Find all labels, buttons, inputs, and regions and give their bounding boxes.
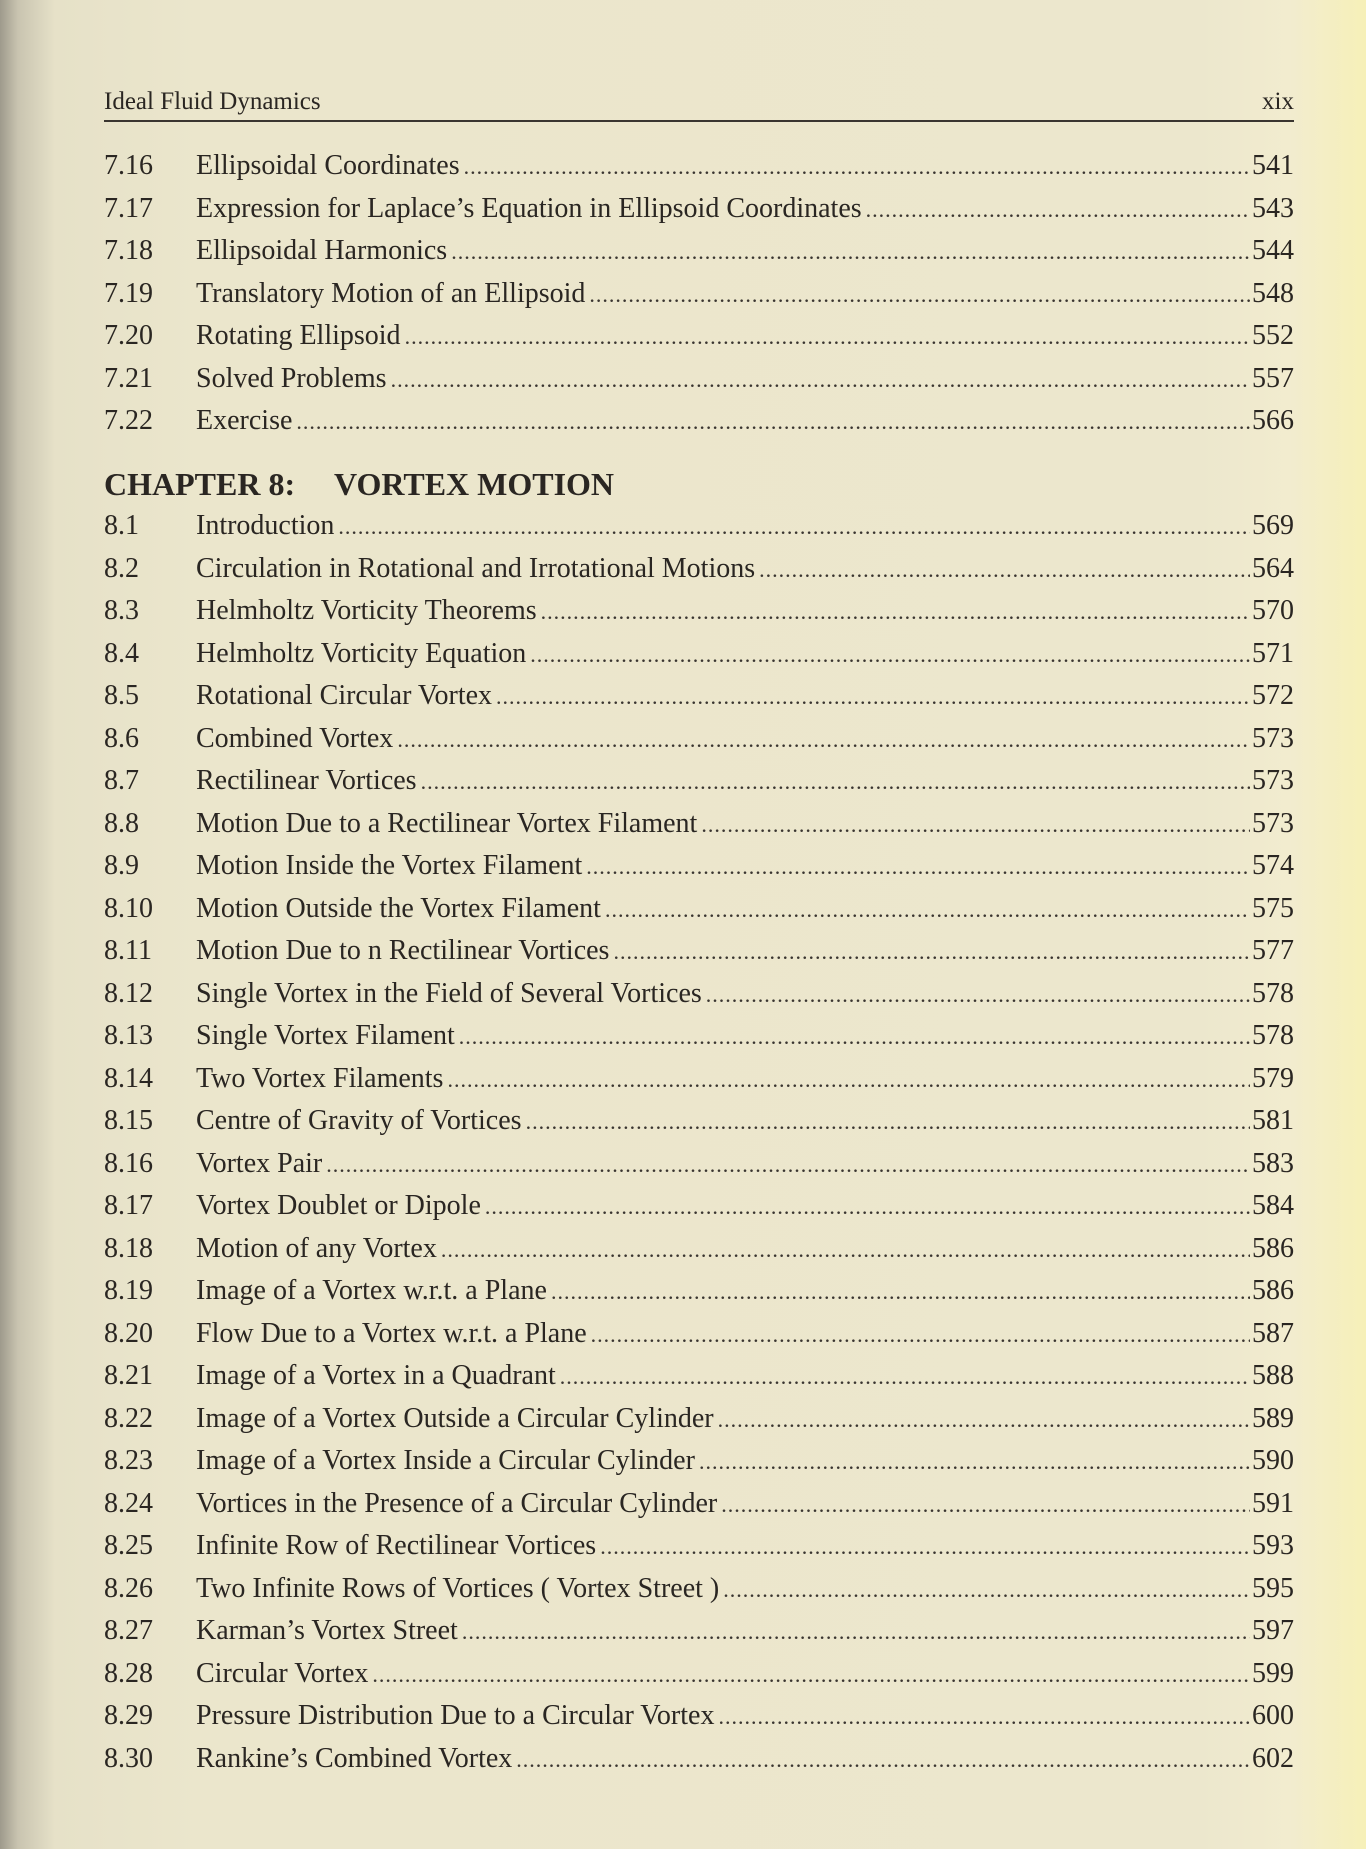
toc-entry (104, 723, 1294, 766)
dot-leader (723, 1577, 1250, 1603)
dot-leader (391, 367, 1250, 393)
toc-entry-page: 590 (1252, 1445, 1294, 1476)
dot-leader (451, 239, 1250, 265)
toc-entry-title: Solved Problems (196, 362, 387, 394)
toc-entry-title: Image of a Vortex Outside a Circular Cylinder (196, 1402, 714, 1434)
dot-leader (516, 1747, 1250, 1773)
toc-entry-page: 602 (1252, 1742, 1294, 1774)
toc-entry-number: 7.19 (104, 277, 153, 309)
toc-entry (104, 1530, 1294, 1573)
toc-entry-page: 588 (1252, 1360, 1294, 1391)
toc-entry-title: Combined Vortex (196, 722, 394, 754)
toc-entry (104, 1658, 1294, 1701)
toc-entry-page: 577 (1252, 935, 1294, 966)
dot-leader (551, 1279, 1250, 1305)
toc-entry-number: 7.18 (104, 235, 153, 266)
toc-entry-page: 591 (1252, 1487, 1294, 1519)
toc-entry (104, 1190, 1294, 1233)
toc-entry-page: 575 (1252, 892, 1294, 924)
toc-entry-title: Expression for Laplace’s Equation in Ellipsoid Coordinates (196, 192, 862, 224)
toc-entry-number: 8.28 (104, 1657, 153, 1689)
toc-entry-number: 8.3 (104, 595, 139, 626)
toc-entry-number: 8.9 (104, 850, 139, 881)
dot-leader (718, 1407, 1250, 1433)
toc-entry-title: Introduction (196, 510, 335, 541)
toc-entry-page: 564 (1252, 552, 1294, 584)
dot-leader (613, 939, 1250, 965)
toc-entry-page: 570 (1252, 595, 1294, 626)
toc-entry-title: Flow Due to a Vortex w.r.t. a Plane (196, 1317, 587, 1349)
toc-entry-number: 8.7 (104, 765, 139, 796)
toc-entry-page: 586 (1252, 1232, 1294, 1264)
toc-entry-number: 8.25 (104, 1530, 153, 1561)
toc-entry-number: 8.4 (104, 637, 139, 669)
toc-entry-number: 8.24 (104, 1487, 153, 1519)
toc-entry-title: Motion Due to a Rectilinear Vortex Filament (196, 807, 698, 839)
toc-entry (104, 1488, 1294, 1531)
toc-entry-page: 595 (1252, 1572, 1294, 1604)
page-number: xix (1262, 88, 1294, 115)
toc-entry-page: 543 (1252, 192, 1294, 224)
toc-entry-page: 548 (1252, 277, 1294, 309)
toc-entry-title: Rotating Ellipsoid (196, 320, 401, 351)
dot-leader (485, 1194, 1250, 1220)
toc-entry-title: Single Vortex in the Field of Several Vortices (196, 977, 702, 1009)
toc-entry-page: 589 (1252, 1402, 1294, 1434)
toc-entry-number: 8.8 (104, 807, 139, 839)
toc-entry-number: 8.5 (104, 680, 139, 711)
dot-leader (605, 897, 1250, 923)
dot-leader (447, 1067, 1250, 1093)
toc-entry (104, 1148, 1294, 1191)
toc-entry-number: 8.14 (104, 1062, 153, 1094)
toc-entry-page: 578 (1252, 977, 1294, 1009)
toc-entry-number: 8.11 (104, 935, 152, 966)
toc-entry-title: Circulation in Rotational and Irrotational Motions (196, 552, 756, 584)
toc-entry-number: 8.27 (104, 1615, 153, 1646)
toc-entry (104, 808, 1294, 851)
dot-leader (866, 197, 1250, 223)
dot-leader (441, 1237, 1250, 1263)
toc-entry-title: Centre of Gravity of Vortices (196, 1105, 522, 1136)
toc-entry-title: Vortex Doublet or Dipole (196, 1190, 481, 1221)
toc-entry-title: Image of a Vortex w.r.t. a Plane (196, 1275, 547, 1306)
toc-entry-number: 8.17 (104, 1190, 153, 1221)
toc-entry (104, 363, 1294, 406)
toc-entry (104, 1360, 1294, 1403)
toc-entry (104, 1020, 1294, 1063)
toc-entry-number: 7.20 (104, 320, 153, 351)
toc-entry-title: Rotational Circular Vortex (196, 680, 493, 711)
toc-entry-number: 8.15 (104, 1105, 153, 1136)
toc-entry-page: 593 (1252, 1530, 1294, 1561)
dot-leader (706, 982, 1250, 1008)
toc-entry-page: 581 (1252, 1105, 1294, 1136)
toc-entry-page: 579 (1252, 1062, 1294, 1094)
dot-leader (541, 599, 1250, 625)
toc-entry (104, 1743, 1294, 1786)
dot-leader (526, 1109, 1250, 1135)
toc-entry-title: Motion Inside the Vortex Filament (196, 850, 583, 881)
toc-entry (104, 1105, 1294, 1148)
toc-entry (104, 595, 1294, 638)
toc-entry-page: 573 (1252, 807, 1294, 839)
toc-entry (104, 1275, 1294, 1318)
toc-entry (104, 320, 1294, 363)
toc-entry (104, 278, 1294, 321)
dot-leader (372, 1662, 1250, 1688)
toc-entry-page: 599 (1252, 1657, 1294, 1689)
toc-entry-number: 8.19 (104, 1275, 153, 1306)
toc-entry-number: 8.16 (104, 1147, 153, 1179)
toc-entry-page: 586 (1252, 1275, 1294, 1306)
toc-entry-title: Infinite Row of Rectilinear Vortices (196, 1530, 597, 1561)
toc-entry-page: 566 (1252, 405, 1294, 436)
toc-entry-title: Circular Vortex (196, 1657, 369, 1689)
toc-entry-number: 8.18 (104, 1232, 153, 1264)
toc-entry (104, 405, 1294, 448)
toc-entry (104, 510, 1294, 553)
toc-entry-page: 584 (1252, 1190, 1294, 1221)
toc-entry (104, 935, 1294, 978)
dot-leader (496, 684, 1250, 710)
toc-entry-title: Vortex Pair (196, 1147, 323, 1179)
toc-entry-page: 574 (1252, 850, 1294, 881)
toc-entry-number: 7.16 (104, 150, 153, 181)
toc-entry-number: 8.23 (104, 1445, 153, 1476)
toc-entry-page: 587 (1252, 1317, 1294, 1349)
toc-entry-number: 8.13 (104, 1020, 153, 1051)
toc-entry-page: 569 (1252, 510, 1294, 541)
toc-entry-number: 8.22 (104, 1402, 153, 1434)
toc-entry-title: Rankine’s Combined Vortex (196, 1742, 513, 1774)
dot-leader (591, 1322, 1250, 1348)
toc-entry (104, 150, 1294, 193)
toc-entry-title: Helmholtz Vorticity Theorems (196, 595, 537, 626)
toc-entry-page: 552 (1252, 320, 1294, 351)
toc-entry (104, 235, 1294, 278)
toc-entry-title: Two Infinite Rows of Vortices ( Vortex Street ) (196, 1572, 720, 1604)
toc-entry (104, 553, 1294, 596)
toc-entry (104, 1615, 1294, 1658)
toc-entry-number: 7.22 (104, 405, 153, 436)
toc-entry-number: 8.30 (104, 1742, 153, 1774)
dot-leader (462, 1619, 1250, 1645)
toc-entry (104, 1573, 1294, 1616)
toc-entry-title: Ellipsoidal Harmonics (196, 235, 448, 266)
toc-entry-page: 544 (1252, 235, 1294, 266)
dot-leader (701, 812, 1250, 838)
toc-entry (104, 1403, 1294, 1446)
toc-entry (104, 680, 1294, 723)
toc-entry-page: 557 (1252, 362, 1294, 394)
toc-entry-title: Pressure Distribution Due to a Circular Vortex (196, 1700, 715, 1731)
toc-entry-number: 7.21 (104, 362, 153, 394)
toc-entry-page: 600 (1252, 1700, 1294, 1731)
toc-entry-page: 597 (1252, 1615, 1294, 1646)
dot-leader (338, 514, 1250, 540)
toc-entry (104, 1700, 1294, 1743)
chapter-heading (104, 466, 614, 503)
dot-leader (586, 854, 1250, 880)
toc-entry (104, 1063, 1294, 1106)
toc-entry-title: Translatory Motion of an Ellipsoid (196, 277, 586, 309)
toc-entry-number: 8.1 (104, 510, 139, 541)
toc-entry-title: Vortices in the Presence of a Circular Cylinder (196, 1487, 718, 1519)
toc-entry-page: 583 (1252, 1147, 1294, 1179)
toc-entry-number: 7.17 (104, 192, 153, 224)
dot-leader (296, 409, 1250, 435)
toc-entry (104, 1445, 1294, 1488)
dot-leader (459, 1024, 1250, 1050)
chapter-label: CHAPTER 8: (104, 466, 296, 502)
dot-leader (326, 1152, 1250, 1178)
toc-entry (104, 893, 1294, 936)
dot-leader (421, 769, 1250, 795)
dot-leader (397, 727, 1250, 753)
toc-entry-title: Single Vortex Filament (196, 1020, 455, 1051)
toc-entry-number: 8.29 (104, 1700, 153, 1731)
toc-entry-title: Rectilinear Vortices (196, 765, 417, 796)
dot-leader (589, 282, 1250, 308)
dot-leader (405, 324, 1250, 350)
toc-section-7 (104, 150, 1294, 448)
toc-entry-number: 8.26 (104, 1572, 153, 1604)
toc-entry-page: 571 (1252, 637, 1294, 669)
toc-entry-number: 8.6 (104, 722, 139, 754)
toc-entry-number: 8.12 (104, 977, 153, 1009)
toc-entry-title: Two Vortex Filaments (196, 1062, 444, 1094)
toc-entry-number: 8.21 (104, 1360, 153, 1391)
chapter-title: VORTEX MOTION (334, 466, 615, 502)
toc-entry-title: Motion Outside the Vortex Filament (196, 892, 601, 924)
toc-entry (104, 850, 1294, 893)
toc-entry-page: 573 (1252, 722, 1294, 754)
toc-entry (104, 638, 1294, 681)
toc-entry-title: Image of a Vortex Inside a Circular Cylinder (196, 1445, 695, 1476)
running-header (104, 86, 1294, 122)
dot-leader (560, 1364, 1250, 1390)
toc-section-8 (104, 510, 1294, 1785)
dot-leader (600, 1534, 1250, 1560)
dot-leader (464, 154, 1250, 180)
dot-leader (721, 1492, 1250, 1518)
dot-leader (718, 1704, 1250, 1730)
toc-entry-title: Motion Due to n Rectilinear Vortices (196, 935, 610, 966)
dot-leader (530, 642, 1250, 668)
toc-entry-page: 578 (1252, 1020, 1294, 1051)
book-title: Ideal Fluid Dynamics (104, 88, 321, 115)
dot-leader (699, 1449, 1250, 1475)
toc-entry-number: 8.20 (104, 1317, 153, 1349)
toc-entry (104, 765, 1294, 808)
toc-entry-page: 541 (1252, 150, 1294, 181)
toc-entry-title: Karman’s Vortex Street (196, 1615, 458, 1646)
toc-entry (104, 193, 1294, 236)
toc-entry-title: Image of a Vortex in a Quadrant (196, 1360, 556, 1391)
dot-leader (759, 557, 1250, 583)
toc-entry (104, 978, 1294, 1021)
toc-entry-title: Exercise (196, 405, 293, 436)
toc-entry-number: 8.2 (104, 552, 139, 584)
toc-entry-title: Motion of any Vortex (196, 1232, 437, 1264)
toc-entry-title: Ellipsoidal Coordinates (196, 150, 460, 181)
toc-entry-page: 573 (1252, 765, 1294, 796)
toc-entry-number: 8.10 (104, 892, 153, 924)
toc-entry (104, 1233, 1294, 1276)
toc-entry (104, 1318, 1294, 1361)
toc-entry-title: Helmholtz Vorticity Equation (196, 637, 527, 669)
toc-entry-page: 572 (1252, 680, 1294, 711)
